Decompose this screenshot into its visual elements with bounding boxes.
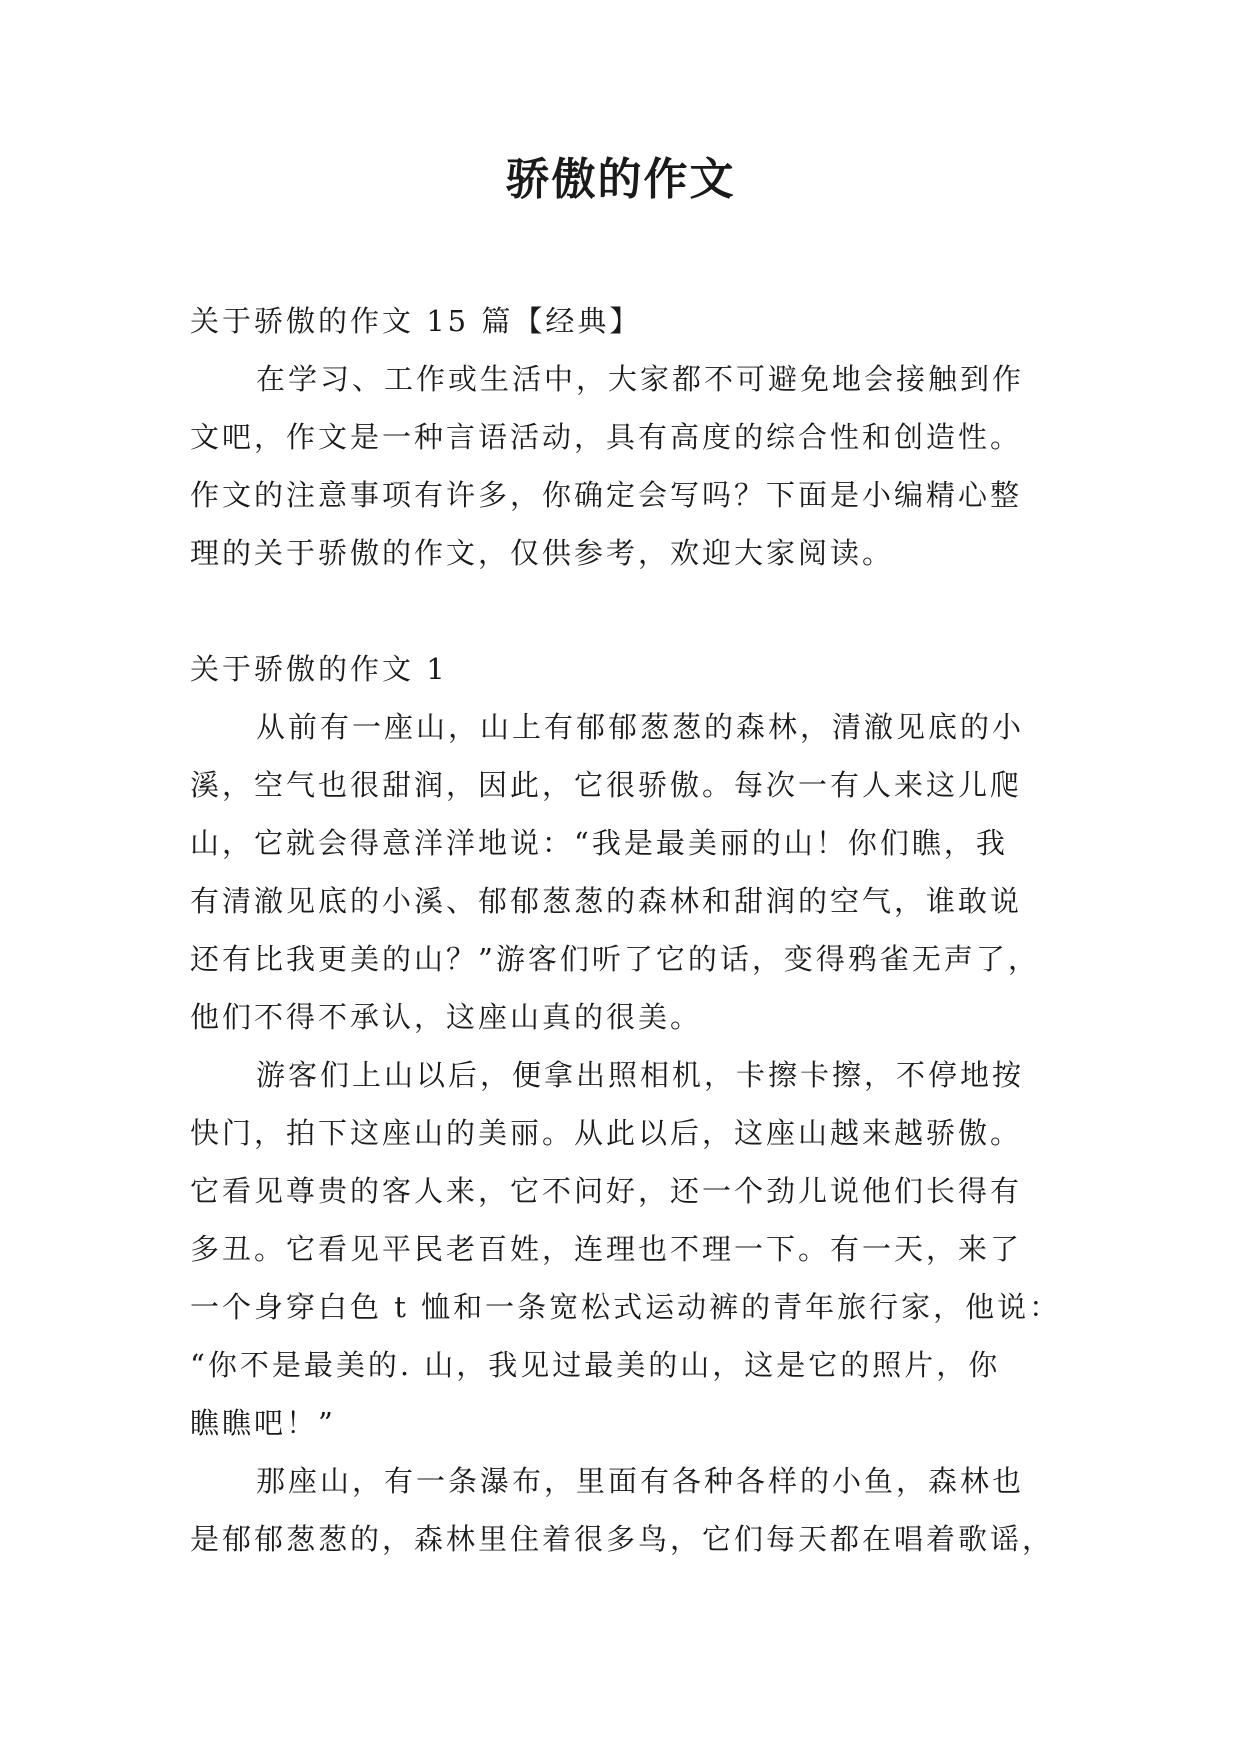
intro-line: 作文的注意事项有许多，你确定会写吗？下面是小编精心整 [190,478,1023,512]
document-body [190,292,1060,1568]
collection-heading: 关于骄傲的作文 15 篇【经典】 [190,304,642,338]
paragraph-line: 是郁郁葱葱的，森林里住着很多鸟，它们每天都在唱着歌谣， [190,1522,1055,1556]
paragraph-line: 有清澈见底的小溪、郁郁葱葱的森林和甜润的空气，谁敢说 [190,884,1023,918]
intro-line: 理的关于骄傲的作文，仅供参考，欢迎大家阅读。 [190,536,895,570]
document-title: 骄傲的作文 [505,154,736,205]
intro-line: 在学习、工作或生活中，大家都不可避免地会接触到作 [256,362,1025,396]
paragraph-line: 多丑。它看见平民老百姓，连理也不理一下。有一天，来了 [190,1232,1023,1266]
paragraph-line: 从前有一座山，山上有郁郁葱葱的森林，清澈见底的小 [256,710,1025,744]
paragraph-line: 快门，拍下这座山的美丽。从此以后，这座山越来越骄傲。 [190,1116,1023,1150]
paragraph-line: 那座山，有一条瀑布，里面有各种各样的小鱼，森林也 [256,1464,1025,1498]
paragraph-line: 山，它就会得意洋洋地说：“我是最美丽的山！你们瞧，我 [190,826,1008,860]
paragraph-line: 他们不得不承认，这座山真的很美。 [190,1000,703,1034]
section-heading: 关于骄傲的作文 1 [190,652,448,686]
paragraph-line: 游客们上山以后，便拿出照相机，卡擦卡擦，不停地按 [256,1058,1025,1092]
paragraph-line: 溪，空气也很甜润，因此，它很骄傲。每次一有人来这儿爬 [190,768,1023,802]
intro-line: 文吧，作文是一种言语活动，具有高度的综合性和创造性。 [190,420,1023,454]
paragraph-line: 它看见尊贵的客人来，它不问好，还一个劲儿说他们长得有 [190,1174,1023,1208]
paragraph-line: “你不是最美的. 山，我见过最美的山，这是它的照片，你 [190,1348,1001,1382]
paragraph-line: 一个身穿白色 t 恤和一条宽松式运动裤的青年旅行家，他说： [190,1290,1062,1324]
paragraph-gap [190,582,1060,640]
paragraph-line: 瞧瞧吧！” [190,1406,336,1440]
paragraph-line: 还有比我更美的山？”游客们听了它的话，变得鸦雀无声了， [190,942,1040,976]
